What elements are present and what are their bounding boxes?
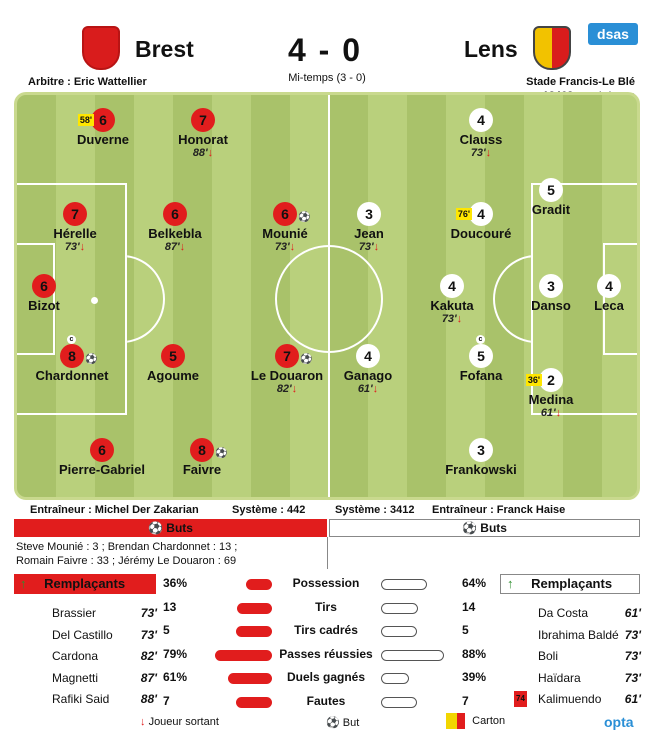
player-name: Honorat (178, 132, 228, 147)
player-name: Belkebla (148, 226, 202, 241)
sub-minute (120, 241, 230, 253)
player-rating: 3 (539, 274, 563, 298)
player-rating: 6 (90, 438, 114, 462)
stat-away-value: 7 (462, 694, 469, 708)
player-name: Kakuta (430, 298, 474, 313)
sub-minute: 73' (624, 670, 641, 685)
referee: Arbitre : Eric Wattellier (28, 76, 147, 88)
sub-minute: 87' (140, 670, 157, 685)
away-goals-title: Buts (480, 521, 507, 535)
stat-home-bar (228, 673, 272, 684)
player-leca (554, 274, 654, 313)
down-arrow-icon: ↓ (140, 716, 146, 728)
player-name: Frankowski (445, 462, 517, 477)
legend-but (326, 716, 359, 729)
player-name: Danso (531, 298, 571, 313)
sub-name: Boli (538, 649, 559, 663)
home-goals-title: Buts (166, 521, 193, 535)
sub-name: Ibrahima Baldé (538, 627, 619, 642)
player-name: Doucouré (450, 226, 512, 241)
sub-minute: 82' (140, 649, 157, 663)
stat-label: Fautes (306, 694, 346, 708)
stat-label: Tirs cadrés (294, 623, 358, 638)
red-card-icon (457, 713, 465, 729)
down-arrow-icon: ↓ (372, 383, 379, 395)
stat-label: Duels gagnés (286, 670, 366, 685)
stat-home-bar (237, 603, 272, 614)
stat-home-value: 7 (163, 694, 170, 708)
player-rating: 4 (597, 274, 621, 298)
player-rating: 3 (469, 438, 493, 462)
sub-name: Magnetti (52, 670, 99, 685)
away-goals-header (329, 519, 640, 537)
stat-away-bar (381, 579, 427, 590)
player-rating: 4 (469, 108, 493, 132)
player-name: Jean (354, 226, 384, 241)
stat-away-bar (381, 650, 444, 661)
player-medina (496, 368, 606, 419)
dsas-logo: dsas (588, 23, 638, 45)
stat-home-value: 5 (163, 623, 170, 638)
stadium: Stade Francis-Le Blé (526, 76, 635, 88)
away-sub-row (538, 606, 641, 620)
stat-home-value: 79% (163, 646, 188, 661)
player-name: Bizot (28, 298, 60, 313)
player-rating: 6 (163, 202, 187, 226)
sub-minute (314, 241, 424, 253)
score: 4 - 0 (287, 32, 363, 68)
away-coach: Entraîneur : Franck Haise (432, 504, 566, 516)
sub-name: Cardona (52, 649, 99, 663)
player-jean (314, 202, 424, 253)
stat-home-bar (246, 579, 272, 590)
player-bizot (0, 274, 99, 313)
sub-minute (426, 147, 536, 159)
stat-away-value: 39% (462, 670, 487, 685)
captain-icon: c (67, 335, 76, 344)
sub-minute (148, 147, 258, 159)
home-sub-row (52, 649, 157, 663)
opta-logo: opta (604, 714, 634, 730)
player-name: Hérelle (53, 226, 97, 241)
sub-minute-value: 61' (540, 407, 556, 419)
stat-home-bar (236, 626, 272, 637)
ball-icon: ⚽ (148, 521, 167, 535)
player-rating: 6 (91, 108, 115, 132)
stat-home-value: 36% (163, 576, 188, 590)
goals-divider (327, 537, 328, 569)
player-rating: 4 (469, 202, 493, 226)
down-arrow-icon: ↓ (79, 241, 86, 253)
stat-home-bar (236, 697, 272, 708)
sub-minute: 61' (624, 692, 641, 706)
stat-away-bar (381, 673, 409, 684)
stat-away-value: 88% (462, 646, 487, 661)
player-rating: 8 (190, 438, 214, 462)
player-rating: 2 (539, 368, 563, 392)
player-rating: 7 (275, 344, 299, 368)
away-system: Système : 3412 (335, 504, 415, 516)
player-frankowski (426, 438, 536, 477)
sub-name: Haïdara (538, 670, 581, 685)
sub-minute: 88' (140, 692, 157, 706)
up-arrow-icon: ↑ (20, 576, 27, 591)
away-sub-row (516, 692, 641, 706)
home-sub-row (52, 692, 157, 706)
stat-label: Tirs (315, 599, 337, 614)
stat-away-bar (381, 603, 418, 614)
player-belkebla (120, 202, 230, 253)
player-honorat (148, 108, 258, 159)
legend-sortant-label: Joueur sortant (148, 716, 219, 728)
player-rating: 5 (539, 178, 563, 202)
center-circle (275, 245, 383, 353)
sub-minute: 73' (140, 627, 157, 642)
player-rating: 6 (32, 274, 56, 298)
stat-home-value: 61% (163, 670, 188, 685)
home-goals-line1: Steve Mounié : 3 ; Brendan Chardonnet : 13 ; (16, 541, 238, 553)
legend-but-label: But (342, 717, 360, 729)
player-rating: 5 (161, 344, 185, 368)
sub-minute: 73' (624, 649, 641, 663)
down-arrow-icon: ↓ (373, 241, 380, 253)
player-name: Agoume (147, 368, 199, 383)
player-rating: 4 (440, 274, 464, 298)
legend-carton-label: Carton (472, 714, 506, 727)
player-name: Le Douaron (250, 368, 324, 383)
down-arrow-icon: ↓ (485, 147, 492, 159)
lens-crest (533, 26, 571, 70)
stat-away-bar (381, 626, 417, 637)
stat-away-bar (381, 697, 417, 708)
down-arrow-icon: ↓ (456, 313, 463, 325)
halftime-score: Mi-temps (3 - 0) (288, 72, 366, 84)
home-goals-line2: Romain Faivre : 33 ; Jérémy Le Douaron : 69 (16, 555, 237, 567)
stat-home-value: 13 (163, 599, 177, 614)
down-arrow-icon: ↓ (555, 407, 562, 419)
player-doucoure (426, 202, 536, 241)
stat-home-bar (215, 650, 272, 661)
sub-minute: 73' (140, 606, 157, 620)
player-rating: 8 (60, 344, 84, 368)
sub-minute-value: 73' (441, 313, 457, 325)
down-arrow-icon: ↓ (291, 383, 298, 395)
sub-name: Rafiki Said (52, 692, 110, 706)
player-pierregabriel (47, 438, 157, 477)
stat-label: Possession (292, 576, 360, 590)
sub-minute-value: 73' (274, 241, 290, 253)
away-sub-row (538, 649, 641, 663)
player-name: Clauss (459, 132, 503, 147)
player-rating: 7 (63, 202, 87, 226)
player-rating: 7 (191, 108, 215, 132)
home-coach: Entraîneur : Michel Der Zakarian (30, 504, 199, 516)
away-team-name: Lens (464, 36, 518, 62)
ball-icon: ⚽ (326, 717, 340, 729)
sub-minute: 73' (624, 627, 641, 642)
sub-minute-value: 73' (358, 241, 374, 253)
player-rating: 4 (356, 344, 380, 368)
home-sub-row (52, 606, 157, 620)
player-name: Leca (594, 298, 624, 313)
sub-name: Kalimuendo (538, 692, 602, 706)
player-name: Duverne (76, 132, 130, 147)
player-chardonnet (17, 336, 127, 383)
player-faivre (147, 438, 257, 477)
stat-away-value: 14 (462, 599, 476, 614)
sub-name: Brassier (52, 606, 97, 620)
stat-away-value: 64% (462, 576, 487, 590)
sub-minute (397, 313, 507, 325)
player-agoume (118, 344, 228, 383)
ball-icon: ⚽ (298, 212, 311, 223)
home-sub-row (52, 628, 157, 642)
home-sub-row (52, 671, 157, 685)
away-sub-row (538, 671, 641, 685)
yellow-card-icon: 76' (457, 209, 470, 219)
player-name: Chardonnet (35, 368, 109, 383)
home-goals-header (14, 519, 327, 537)
player-duverne (48, 108, 158, 147)
ball-icon: ⚽ (85, 354, 98, 365)
player-ganago (313, 344, 423, 395)
sub-minute (313, 383, 423, 395)
yellow-card-icon: 58' (79, 115, 92, 125)
player-name: Faivre (182, 462, 222, 477)
home-subs-title: Remplaçants (44, 576, 126, 591)
player-name: Pierre-Gabriel (59, 462, 145, 477)
away-sub-row (538, 628, 641, 642)
player-rating: 6 (273, 202, 297, 226)
sub-name: Da Costa (538, 606, 589, 620)
stat-away-value: 5 (462, 623, 469, 638)
legend-carton (446, 713, 505, 729)
player-clauss (426, 108, 536, 159)
sub-minute-value: 73' (470, 147, 486, 159)
sub-minute-value: 87' (164, 241, 180, 253)
player-rating: 5 (469, 344, 493, 368)
ball-icon: ⚽ (300, 354, 313, 365)
sub-minute (496, 407, 606, 419)
player-name: Gradit (531, 202, 571, 217)
ball-icon: ⚽ (215, 448, 228, 459)
legend-sortant (140, 716, 219, 728)
home-system: Système : 442 (232, 504, 306, 516)
captain-icon: c (476, 335, 485, 344)
home-team-name: Brest (135, 36, 194, 62)
sub-minute-value: 73' (64, 241, 80, 253)
player-name: Medina (528, 392, 574, 407)
up-arrow-icon: ↑ (507, 576, 514, 591)
home-subs-header (14, 574, 156, 594)
brest-crest (82, 26, 120, 70)
down-arrow-icon: ↓ (179, 241, 186, 253)
sub-minute-value: 82' (276, 383, 292, 395)
away-subs-title: Remplaçants (531, 576, 613, 591)
player-herelle (20, 202, 130, 253)
ball-icon: ⚽ (462, 521, 481, 535)
red-card-icon: 74 (514, 691, 527, 707)
away-subs-header (500, 574, 640, 594)
down-arrow-icon: ↓ (289, 241, 296, 253)
player-rating: 3 (357, 202, 381, 226)
player-name: Fofana (459, 368, 503, 383)
sub-minute (20, 241, 130, 253)
down-arrow-icon: ↓ (207, 147, 214, 159)
player-name: Mounié (262, 226, 308, 241)
stat-label: Passes réussies (279, 646, 373, 661)
player-kakuta (397, 274, 507, 325)
yellow-card-icon: 36' (527, 375, 540, 385)
player-name: Ganago (343, 368, 393, 383)
sub-minute-value: 88' (192, 147, 208, 159)
sub-minute-value: 61' (357, 383, 373, 395)
sub-minute: 61' (624, 606, 641, 620)
sub-name: Del Castillo (52, 627, 113, 642)
